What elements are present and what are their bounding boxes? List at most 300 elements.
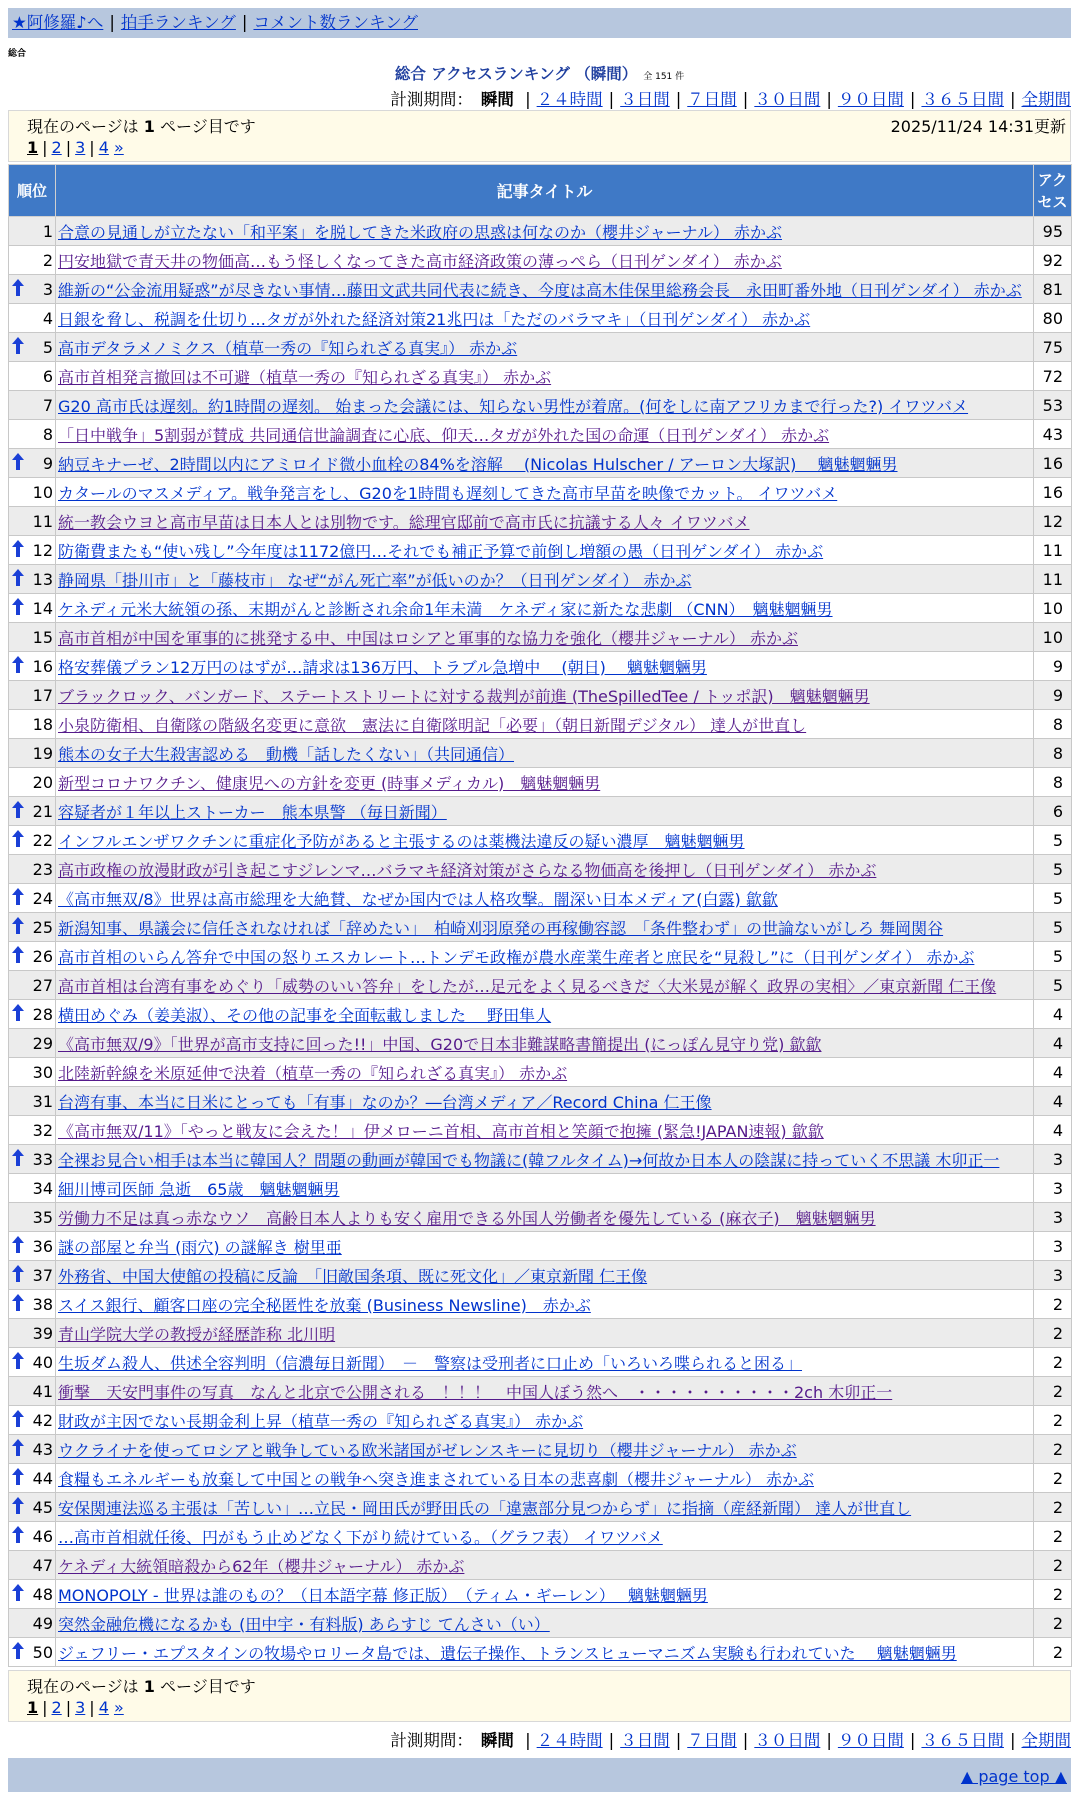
- access-count: 5: [1034, 855, 1072, 884]
- rank-number: 41: [32, 1381, 53, 1401]
- rank-cell: [9, 362, 56, 391]
- access-count: 4: [1034, 1087, 1072, 1116]
- access-count: 2: [1034, 1435, 1072, 1464]
- rank-cell: [9, 1029, 56, 1058]
- rank-number: 34: [32, 1178, 53, 1198]
- period-option-5[interactable]: ３６５日間: [921, 90, 1004, 109]
- table-row: [9, 1145, 1072, 1174]
- rank-number: 37: [32, 1265, 53, 1285]
- period-current: 瞬間: [480, 1731, 514, 1750]
- top-nav-bar: [8, 8, 1071, 38]
- period-separator: |: [909, 1731, 916, 1750]
- rank-cell: [9, 1638, 56, 1667]
- access-count: 11: [1034, 565, 1072, 594]
- access-count: 4: [1034, 1000, 1072, 1029]
- access-count: 3: [1034, 1232, 1072, 1261]
- article-link[interactable]: 生坂ダム殺人、供述全容判明（信濃毎日新聞） － 警察は受刑者に口止め「いろいろ喋られると困る」: [58, 1353, 803, 1373]
- period-option-3[interactable]: ３０日間: [754, 90, 821, 109]
- article-link[interactable]: 防衛費またも“使い残し”今年度は1172億円…それでも補正予算で前倒し増額の愚（日刊ゲンダイ） 赤かぶ: [58, 541, 824, 561]
- access-count: 2: [1034, 1377, 1072, 1406]
- title-cell: [56, 449, 1034, 478]
- rank-cell: [9, 1522, 56, 1551]
- period-selector-bottom: [390, 1727, 1071, 1751]
- article-link[interactable]: …高市首相就任後、円がもう止めどなく下がり続けている。（グラフ表） イワツバメ: [58, 1527, 663, 1547]
- access-count: 53: [1034, 391, 1072, 420]
- article-link[interactable]: 高市デタラメノミクス（植草一秀の『知られざる真実』） 赤かぶ: [58, 338, 518, 358]
- title-cell: [56, 1145, 1034, 1174]
- table-row: [9, 1000, 1072, 1029]
- table-row: [9, 1319, 1072, 1348]
- period-option-4[interactable]: ９０日間: [837, 90, 904, 109]
- access-count: 5: [1034, 826, 1072, 855]
- title-cell: [56, 681, 1034, 710]
- page-info-panel-bottom: [8, 1670, 1071, 1722]
- rank-number: 23: [32, 859, 53, 879]
- article-link[interactable]: 統一教会ウヨと高市早苗は日本人とは別物です。総理官邸前で高市氏に抗議する人々 イワツバメ: [58, 512, 750, 532]
- footer-bar: [8, 1758, 1071, 1792]
- title-cell: [56, 1232, 1034, 1261]
- period-separator: |: [742, 1731, 749, 1750]
- access-count: 3: [1034, 1174, 1072, 1203]
- rank-cell: [9, 1435, 56, 1464]
- table-row: [9, 1348, 1072, 1377]
- article-link[interactable]: 《高市無双/11》「やっと戦友に会えた！」伊メローニ首相、高市首相と笑顔で抱擁 (緊急!JAPAN速報) 歙歙: [58, 1121, 824, 1141]
- article-link[interactable]: ブラックロック、バンガード、ステートストリートに対する裁判が前進 (TheSpilledTee / トッポ訳) 魑魅魍魎男: [58, 686, 870, 706]
- article-link[interactable]: 静岡県「掛川市」と「藤枝市」 なぜ“がん死亡率”が低いのか？（日刊ゲンダイ） 赤かぶ: [58, 570, 692, 590]
- rank-up-arrow-icon: [12, 1497, 24, 1514]
- title-cell: [56, 1000, 1034, 1029]
- rank-number: 19: [32, 743, 53, 763]
- rank-cell: [9, 913, 56, 942]
- access-count: 2: [1034, 1406, 1072, 1435]
- table-row: [9, 1116, 1072, 1145]
- rank-number: 42: [32, 1410, 53, 1430]
- pager-current-page: 1: [27, 1698, 39, 1717]
- rank-cell: [9, 797, 56, 826]
- table-row: [9, 768, 1072, 797]
- access-count: 5: [1034, 913, 1072, 942]
- access-count: 43: [1034, 420, 1072, 449]
- period-option-2[interactable]: ７日間: [687, 90, 737, 109]
- title-cell: [56, 1087, 1034, 1116]
- rank-cell: [9, 971, 56, 1000]
- access-count: 4: [1034, 1116, 1072, 1145]
- comment-ranking-link[interactable]: コメント数ランキング: [253, 13, 418, 32]
- table-row: [9, 1493, 1072, 1522]
- rank-up-arrow-icon: [12, 917, 24, 934]
- title-cell: [56, 1319, 1034, 1348]
- rank-number: 10: [32, 482, 53, 502]
- pager-next[interactable]: »: [113, 1698, 124, 1717]
- rank-number: 29: [32, 1033, 53, 1053]
- rank-number: 8: [42, 424, 53, 444]
- access-count: 5: [1034, 884, 1072, 913]
- access-count: 80: [1034, 304, 1072, 333]
- pager-separator: |: [65, 1698, 72, 1717]
- rank-number: 21: [32, 801, 53, 821]
- rank-cell: [9, 1319, 56, 1348]
- title-cell: [56, 304, 1034, 333]
- article-link[interactable]: 労働力不足は真っ赤なウソ 高齢日本人よりも安く雇用できる外国人労働者を優先している (麻衣子) 魑魅魍魎男: [58, 1208, 876, 1228]
- period-options: [519, 90, 1071, 109]
- period-current: 瞬間: [480, 90, 514, 109]
- article-link[interactable]: 細川博司医師 急逝 65歳 魑魅魍魎男: [58, 1179, 340, 1199]
- rank-number: 40: [32, 1352, 53, 1372]
- rank-cell: [9, 623, 56, 652]
- table-row: [9, 1406, 1072, 1435]
- rank-cell: [9, 1203, 56, 1232]
- period-separator: |: [525, 1731, 531, 1750]
- table-row: [9, 826, 1072, 855]
- period-option-1[interactable]: ３日間: [620, 90, 670, 109]
- rank-number: 9: [42, 453, 53, 473]
- table-row: [9, 710, 1072, 739]
- rank-cell: [9, 1116, 56, 1145]
- rank-cell: [9, 1145, 56, 1174]
- article-link[interactable]: 小泉防衛相、自衛隊の階級名変更に意欲 憲法に自衛隊明記「必要」（朝日新聞デジタル） 達人が世直し: [58, 715, 807, 735]
- rank-number: 22: [32, 830, 53, 850]
- rank-number: 25: [32, 917, 53, 937]
- rank-up-arrow-icon: [12, 1526, 24, 1543]
- home-link[interactable]: ★阿修羅♪へ: [12, 13, 104, 32]
- access-count: 2: [1034, 1464, 1072, 1493]
- title-cell: [56, 1493, 1034, 1522]
- pager-separator: |: [42, 1698, 48, 1717]
- rank-up-arrow-icon: [12, 1468, 24, 1485]
- rank-cell: [9, 1261, 56, 1290]
- title-cell: [56, 884, 1034, 913]
- article-link[interactable]: 高市首相は台湾有事をめぐり「威勢のいい答弁」をしたが…足元をよく見るべきだ〈大米晃が解く 政界の実相〉／東京新聞 仁王像: [58, 976, 997, 996]
- table-row: [9, 1232, 1072, 1261]
- article-link[interactable]: 高市首相が中国を軍事的に挑発する中、中国はロシアと軍事的な協力を強化（櫻井ジャーナル） 赤かぶ: [58, 628, 798, 648]
- title-cell: [56, 1377, 1034, 1406]
- rank-cell: [9, 1058, 56, 1087]
- period-option-0[interactable]: ２４時間: [536, 1731, 603, 1750]
- title-cell: [56, 1029, 1034, 1058]
- period-label: 計測期間：: [390, 1731, 473, 1750]
- title-cell: [56, 217, 1034, 246]
- title-cell: [56, 536, 1034, 565]
- period-separator: |: [608, 90, 615, 109]
- rank-number: 7: [42, 395, 53, 415]
- article-link[interactable]: 合意の見通しが立たない「和平案」を脱してきた米政府の思惑は何なのか（櫻井ジャーナル） 赤かぶ: [58, 222, 782, 242]
- pager-next[interactable]: »: [113, 138, 124, 157]
- rank-up-arrow-icon: [12, 1265, 24, 1282]
- article-link[interactable]: ウクライナを使ってロシアと戦争している欧米諸国がゼレンスキーに見切り（櫻井ジャーナル） 赤かぶ: [58, 1440, 797, 1460]
- current-page-suffix: ページ目です: [160, 117, 256, 136]
- table-row: [9, 623, 1072, 652]
- rank-cell: [9, 1493, 56, 1522]
- rank-number: 6: [42, 366, 53, 386]
- article-link[interactable]: 衝撃 天安門事件の写真 なんと北京で公開される ！！！ 中国人ぼう然へ ・・・・・・・・・・2ch 木卯正一: [58, 1382, 893, 1402]
- article-link[interactable]: 全裸お見合い相手は本当に韓国人？問題の動画が韓国でも物議に(韓フルタイム)→何故か日本人の陰謀に持っていく不思議 木卯正一: [58, 1150, 1000, 1170]
- title-cell: [56, 797, 1034, 826]
- title-cell: [56, 1290, 1034, 1319]
- access-count: 2: [1034, 1580, 1072, 1609]
- rank-up-arrow-icon: [12, 946, 24, 963]
- article-link[interactable]: 青山学院大学の教授が経歴詐称 北川明: [58, 1324, 336, 1344]
- rank-cell: [9, 565, 56, 594]
- period-option-5[interactable]: ３６５日間: [921, 1731, 1004, 1750]
- article-link[interactable]: 日銀を脅し、税調を仕切り…タガが外れた経済対策21兆円は「ただのバラマキ」（日刊ゲンダイ） 赤かぶ: [58, 309, 811, 329]
- rank-cell: [9, 1290, 56, 1319]
- table-row: [9, 1174, 1072, 1203]
- period-option-6[interactable]: 全期間: [1021, 90, 1071, 109]
- period-options: [519, 1731, 1071, 1750]
- article-link[interactable]: 納豆キナーゼ、2時間以内にアミロイド微小血栓の84%を溶解 (Nicolas Hulscher / アーロン大塚訳) 魑魅魍魎男: [58, 454, 898, 474]
- title-cell: [56, 275, 1034, 304]
- rank-up-arrow-icon: [12, 1410, 24, 1427]
- ranking-rows: [9, 217, 1072, 1667]
- rank-number: 2: [42, 250, 53, 270]
- rank-number: 36: [32, 1236, 53, 1256]
- article-link[interactable]: 突然金融危機になるかも (田中宇・有料版) あらすじ てんさい（い）: [58, 1614, 550, 1634]
- rank-number: 13: [32, 569, 53, 589]
- table-row: [9, 420, 1072, 449]
- rank-number: 39: [32, 1323, 53, 1343]
- rank-cell: [9, 391, 56, 420]
- title-cell: [56, 739, 1034, 768]
- access-count: 16: [1034, 449, 1072, 478]
- access-count: 95: [1034, 217, 1072, 246]
- article-link[interactable]: MONOPOLY - 世界は誰のもの？（日本語字幕 修正版） （ティム・ギーレン） 魑魅魍魎男: [58, 1585, 708, 1605]
- access-count: 2: [1034, 1290, 1072, 1319]
- rank-cell: [9, 1464, 56, 1493]
- table-row: [9, 1377, 1072, 1406]
- title-cell: [56, 710, 1034, 739]
- access-count: 3: [1034, 1145, 1072, 1174]
- rank-header: 順位: [9, 165, 56, 217]
- period-selector-top: [390, 86, 1071, 110]
- access-count: 6: [1034, 797, 1072, 826]
- rank-number: 27: [32, 975, 53, 995]
- rank-number: 20: [32, 772, 53, 792]
- rank-number: 11: [32, 511, 53, 531]
- table-row: [9, 1580, 1072, 1609]
- article-link[interactable]: 横田めぐみ（姜美淑）、その他の記事を全面転載しました 野田隼人: [58, 1005, 552, 1025]
- access-count: 5: [1034, 971, 1072, 1000]
- rank-cell: [9, 681, 56, 710]
- rank-up-arrow-icon: [12, 1642, 24, 1659]
- article-link[interactable]: スイス銀行、顧客口座の完全秘匿性を放棄 (Business Newsline) 赤かぶ: [58, 1295, 591, 1315]
- rank-cell: [9, 884, 56, 913]
- article-link[interactable]: 《高市無双/8》世界は高市総理を大絶賛、なぜか国内では人格攻撃。闇深い日本メディア(白露) 歙歙: [58, 889, 778, 909]
- rank-number: 4: [42, 308, 53, 328]
- rank-number: 17: [32, 685, 53, 705]
- current-page-number: 1: [143, 1677, 155, 1696]
- rank-cell: [9, 246, 56, 275]
- article-link[interactable]: G20 高市氏は遅刻。約1時間の遅刻。 始まった会議には、知らない男性が着席。(何をしに南アフリカまで行った?) イワツバメ: [58, 396, 969, 416]
- period-label: 計測期間：: [390, 90, 473, 109]
- table-row: [9, 304, 1072, 333]
- title-cell: [56, 507, 1034, 536]
- table-row: [9, 855, 1072, 884]
- title-cell: [56, 768, 1034, 797]
- nav-separator: |: [109, 13, 115, 32]
- pager-page-2[interactable]: 2: [51, 1698, 62, 1717]
- table-row: [9, 1522, 1072, 1551]
- article-link[interactable]: 高市首相発言撤回は不可避（植草一秀の『知られざる真実』） 赤かぶ: [58, 367, 552, 387]
- period-separator: |: [608, 1731, 615, 1750]
- table-row: [9, 1290, 1072, 1319]
- rank-cell: [9, 449, 56, 478]
- article-link[interactable]: 外務省、中国大使館の投稿に反論 「旧敵国条項、既に死文化」／東京新聞 仁王像: [58, 1266, 648, 1286]
- pager-page-3[interactable]: 3: [75, 1698, 86, 1717]
- article-link[interactable]: 台湾有事、本当に日米にとっても「有事」なのか？―台湾メディア／Record China 仁王像: [58, 1092, 712, 1112]
- title-cell: [56, 1348, 1034, 1377]
- period-option-1[interactable]: ３日間: [620, 1731, 670, 1750]
- period-option-0[interactable]: ２４時間: [536, 90, 603, 109]
- article-link[interactable]: 維新の“公金流用疑惑”が尽きない事情…藤田文武共同代表に続き、今度は高木佳保里総務会長 永田町番外地（日刊ゲンダイ） 赤かぶ: [58, 280, 1022, 300]
- pager: [27, 1698, 124, 1717]
- article-link[interactable]: 容疑者が１年以上ストーカー 熊本県警 （毎日新聞）: [58, 802, 447, 822]
- access-count: 2: [1034, 1638, 1072, 1667]
- period-option-3[interactable]: ３０日間: [754, 1731, 821, 1750]
- table-row: [9, 1058, 1072, 1087]
- pager-page-3[interactable]: 3: [75, 138, 86, 157]
- rank-up-arrow-icon: [12, 598, 24, 615]
- pager-separator: |: [89, 138, 95, 157]
- table-row: [9, 217, 1072, 246]
- period-separator: |: [1009, 90, 1016, 109]
- rank-cell: [9, 507, 56, 536]
- title-cell: [56, 594, 1034, 623]
- pager-page-4[interactable]: 4: [98, 138, 109, 157]
- title-cell: [56, 246, 1034, 275]
- period-separator: |: [826, 90, 832, 109]
- article-link[interactable]: 謎の部屋と弁当 (雨穴) の謎解き 樹里亜: [58, 1237, 342, 1257]
- article-link[interactable]: 熊本の女子大生殺害認める 動機「話したくない」（共同通信）: [58, 744, 515, 764]
- current-page-prefix: 現在のページは: [27, 1677, 139, 1696]
- period-option-2[interactable]: ７日間: [687, 1731, 737, 1750]
- table-row: [9, 1203, 1072, 1232]
- title-cell: [56, 1464, 1034, 1493]
- title-cell: [56, 362, 1034, 391]
- page-title: 総合 アクセスランキング （瞬間）: [394, 65, 638, 83]
- table-row: [9, 449, 1072, 478]
- access-count: 81: [1034, 275, 1072, 304]
- article-link[interactable]: 新型コロナワクチン、健康児への方針を変更 (時事メディカル) 魑魅魍魎男: [58, 773, 601, 793]
- article-link[interactable]: 新潟知事、県議会に信任されなければ「辞めたい」 柏崎刈羽原発の再稼働容認 「条件整わず」の世論ないがしろ 舞岡関谷: [58, 918, 944, 938]
- period-separator: |: [675, 1731, 682, 1750]
- table-row: [9, 275, 1072, 304]
- article-link[interactable]: 円安地獄で青天井の物価高…もう怪しくなってきた高市経済政策の薄っぺら（日刊ゲンダイ） 赤かぶ: [58, 251, 782, 271]
- period-option-6[interactable]: 全期間: [1021, 1731, 1071, 1750]
- article-link[interactable]: ケネディ元米大統領の孫、末期がんと診断され余命1年未満 ケネディ家に新たな悲劇 （CNN） 魑魅魍魎男: [58, 599, 833, 619]
- rank-number: 46: [32, 1526, 53, 1546]
- title-cell: [56, 565, 1034, 594]
- access-count: 2: [1034, 1609, 1072, 1638]
- ranking-heading: [0, 62, 1079, 84]
- rank-up-arrow-icon: [12, 1236, 24, 1253]
- rank-number: 43: [32, 1439, 53, 1459]
- rank-cell: [9, 420, 56, 449]
- rank-cell: [9, 1174, 56, 1203]
- access-count: 16: [1034, 478, 1072, 507]
- article-link[interactable]: 安保関連法巡る主張は「苦しい」…立民・岡田氏が野田氏の「違憲部分見つからず」に指摘（産経新聞） 達人が世直し: [58, 1498, 912, 1518]
- rank-number: 14: [32, 598, 53, 618]
- access-count: 4: [1034, 1029, 1072, 1058]
- title-cell: [56, 826, 1034, 855]
- ranking-table: [8, 164, 1072, 1667]
- article-link[interactable]: 《高市無双/9》「世界が高市支持に回った!!」中国、G20で日本非難謀略書簡提出 (にっぽん見守り党) 歙歙: [58, 1034, 822, 1054]
- article-link[interactable]: カタールのマスメディア。戦争発言をし、G20を1時間も遅刻してきた高市早苗を映像でカット。 イワツバメ: [58, 483, 838, 503]
- rank-number: 33: [32, 1149, 53, 1169]
- article-link[interactable]: 「日中戦争」5割弱が賛成 共同通信世論調査に心底、仰天…タガが外れた国の命運（日刊ゲンダイ） 赤かぶ: [58, 425, 830, 445]
- article-link[interactable]: 北陸新幹線を米原延伸で決着（植草一秀の『知られざる真実』） 赤かぶ: [58, 1063, 568, 1083]
- table-row: [9, 652, 1072, 681]
- clap-ranking-link[interactable]: 拍手ランキング: [120, 13, 236, 32]
- table-row: [9, 884, 1072, 913]
- rank-up-arrow-icon: [12, 453, 24, 470]
- rank-cell: [9, 710, 56, 739]
- rank-up-arrow-icon: [12, 1584, 24, 1601]
- article-link[interactable]: 高市政権の放漫財政が引き起こすジレンマ…バラマキ経済対策がさらなる物価高を後押し（日刊ゲンダイ） 赤かぶ: [58, 860, 877, 880]
- rank-cell: [9, 739, 56, 768]
- rank-number: 18: [32, 714, 53, 734]
- access-count: 3: [1034, 1203, 1072, 1232]
- rank-cell: [9, 1232, 56, 1261]
- rank-cell: [9, 1609, 56, 1638]
- pager-page-4[interactable]: 4: [98, 1698, 109, 1717]
- title-cell: [56, 1116, 1034, 1145]
- article-link[interactable]: ジェフリー・エプスタインの牧場やロリータ島では、遺伝子操作、トランスヒューマニズム実験も行われていた 魑魅魍魎男: [58, 1643, 957, 1663]
- rank-cell: [9, 826, 56, 855]
- pager-separator: |: [42, 138, 48, 157]
- article-link[interactable]: インフルエンザワクチンに重症化予防があると主張するのは薬機法違反の疑い濃厚 魑魅魍魎男: [58, 831, 745, 851]
- article-link[interactable]: 財政が主因でない長期金利上昇（植草一秀の『知られざる真実』） 赤かぶ: [58, 1411, 584, 1431]
- table-row: [9, 913, 1072, 942]
- table-row: [9, 1029, 1072, 1058]
- rank-cell: [9, 652, 56, 681]
- article-link[interactable]: 格安葬儀プラン12万円のはずが…請求は136万円、トラブル急増中 (朝日) 魑魅魍魎男: [58, 657, 707, 677]
- rank-number: 47: [32, 1555, 53, 1575]
- rank-cell: [9, 1406, 56, 1435]
- title-cell: [56, 652, 1034, 681]
- article-link[interactable]: 食糧もエネルギーも放棄して中国との戦争へ突き進まされている日本の悲喜劇（櫻井ジャーナル） 赤かぶ: [58, 1469, 814, 1489]
- rank-number: 32: [32, 1120, 53, 1140]
- pager-current-page: 1: [27, 138, 39, 157]
- period-separator: |: [742, 90, 749, 109]
- table-row: [9, 333, 1072, 362]
- rank-up-arrow-icon: [12, 1004, 24, 1021]
- rank-cell: [9, 942, 56, 971]
- rank-cell: [9, 536, 56, 565]
- rank-cell: [9, 1377, 56, 1406]
- access-count: 10: [1034, 623, 1072, 652]
- rank-up-arrow-icon: [12, 830, 24, 847]
- access-count: 5: [1034, 942, 1072, 971]
- title-cell: [56, 623, 1034, 652]
- period-option-4[interactable]: ９０日間: [837, 1731, 904, 1750]
- rank-cell: [9, 304, 56, 333]
- current-page-text: [27, 1674, 256, 1697]
- page-top-link[interactable]: ▲ page top ▲: [960, 1767, 1067, 1786]
- access-count: 10: [1034, 594, 1072, 623]
- table-row: [9, 1261, 1072, 1290]
- title-cell: [56, 1406, 1034, 1435]
- table-row: [9, 1087, 1072, 1116]
- rank-up-arrow-icon: [12, 540, 24, 557]
- table-row: [9, 362, 1072, 391]
- rank-up-arrow-icon: [12, 279, 24, 296]
- rank-up-arrow-icon: [12, 1439, 24, 1456]
- title-cell: [56, 420, 1034, 449]
- article-link[interactable]: ケネディ大統領暗殺から62年（櫻井ジャーナル） 赤かぶ: [58, 1556, 465, 1576]
- article-link[interactable]: 高市首相のいらん答弁で中国の怒りエスカレート…トンデモ政権が農水産業生産者と庶民を“見殺し”に（日刊ゲンダイ） 赤かぶ: [58, 947, 975, 967]
- pager: [27, 138, 124, 157]
- pager-page-2[interactable]: 2: [51, 138, 62, 157]
